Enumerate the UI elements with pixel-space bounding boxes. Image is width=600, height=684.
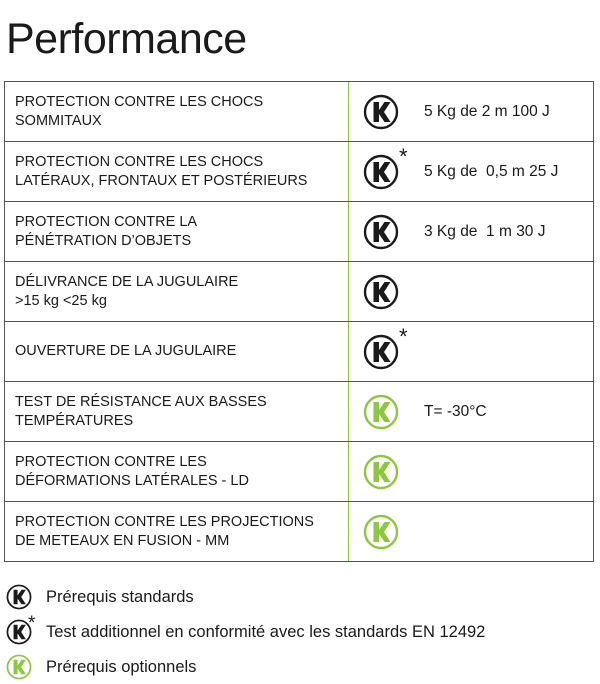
- row-label: TEST DE RÉSISTANCE AUX BASSES TEMPÉRATURES: [15, 393, 267, 429]
- row-value-cell: [349, 202, 593, 261]
- legend-label: Test additionnel en conformité avec les standards EN 12492: [46, 623, 486, 641]
- row-label: DÉLIVRANCE DE LA JUGULAIRE >15 kg <25 kg: [15, 273, 239, 309]
- k-standard-icon: [363, 214, 399, 250]
- row-label: PROTECTION CONTRE LES CHOCS LATÉRAUX, FRONTAUX ET POSTÉRIEURS: [15, 153, 308, 189]
- row-label-cell: [5, 382, 348, 441]
- row-value-cell: [349, 442, 593, 501]
- legend-item: [6, 613, 596, 649]
- row-label-cell: [5, 322, 348, 381]
- additional-test-asterisk: *: [28, 613, 36, 634]
- legend-item: [6, 654, 596, 684]
- table-row: [5, 382, 593, 442]
- row-label: PROTECTION CONTRE LES DÉFORMATIONS LATÉRALES - LD: [15, 453, 249, 489]
- row-label-cell: [5, 502, 348, 561]
- row-label: OUVERTURE DE LA JUGULAIRE: [15, 343, 237, 359]
- row-label-cell: [5, 82, 348, 141]
- row-value: 5 Kg de 2 m 100 J: [424, 102, 550, 120]
- k-standard-icon: [363, 274, 399, 310]
- table-row: [5, 442, 593, 502]
- table-row: [5, 262, 593, 322]
- row-label-cell: [5, 442, 348, 501]
- k-optional-icon: [6, 654, 32, 680]
- table-row: [5, 142, 593, 202]
- row-value-cell: [349, 502, 593, 561]
- legend-label: Prérequis standards: [46, 588, 194, 606]
- row-label-cell: [5, 142, 348, 201]
- k-standard-icon: [363, 334, 399, 370]
- k-optional-icon: [363, 394, 399, 430]
- table-row: [5, 322, 593, 382]
- k-standard-icon: [6, 584, 32, 610]
- row-label-cell: [5, 202, 348, 261]
- table-row: [5, 502, 593, 562]
- row-value-cell: [349, 262, 593, 321]
- row-value: 3 Kg de 1 m 30 J: [424, 222, 546, 240]
- row-value-cell: [349, 142, 593, 201]
- row-label: PROTECTION CONTRE LES PROJECTIONS DE METEAUX EN FUSION - MM: [15, 513, 314, 549]
- k-optional-icon: [363, 514, 399, 550]
- k-standard-icon: [363, 154, 399, 190]
- row-value-cell: [349, 82, 593, 141]
- row-value-cell: [349, 322, 593, 381]
- page-title: Performance: [6, 15, 247, 63]
- legend-item: [6, 584, 596, 614]
- row-label: PROTECTION CONTRE LA PÉNÉTRATION D’OBJETS: [15, 213, 198, 249]
- k-standard-icon: [363, 94, 399, 130]
- row-value: T= -30°C: [424, 402, 487, 420]
- row-label-cell: [5, 262, 348, 321]
- k-optional-icon: [363, 454, 399, 490]
- table-row: [5, 82, 593, 142]
- additional-test-asterisk: *: [399, 324, 408, 349]
- row-value-cell: [349, 382, 593, 441]
- legend-label: Prérequis optionnels: [46, 658, 197, 676]
- row-label: PROTECTION CONTRE LES CHOCS SOMMITAUX: [15, 93, 264, 129]
- table-row: [5, 202, 593, 262]
- row-value: 5 Kg de 0,5 m 25 J: [424, 162, 559, 180]
- performance-table: [4, 81, 594, 562]
- additional-test-asterisk: *: [399, 144, 408, 169]
